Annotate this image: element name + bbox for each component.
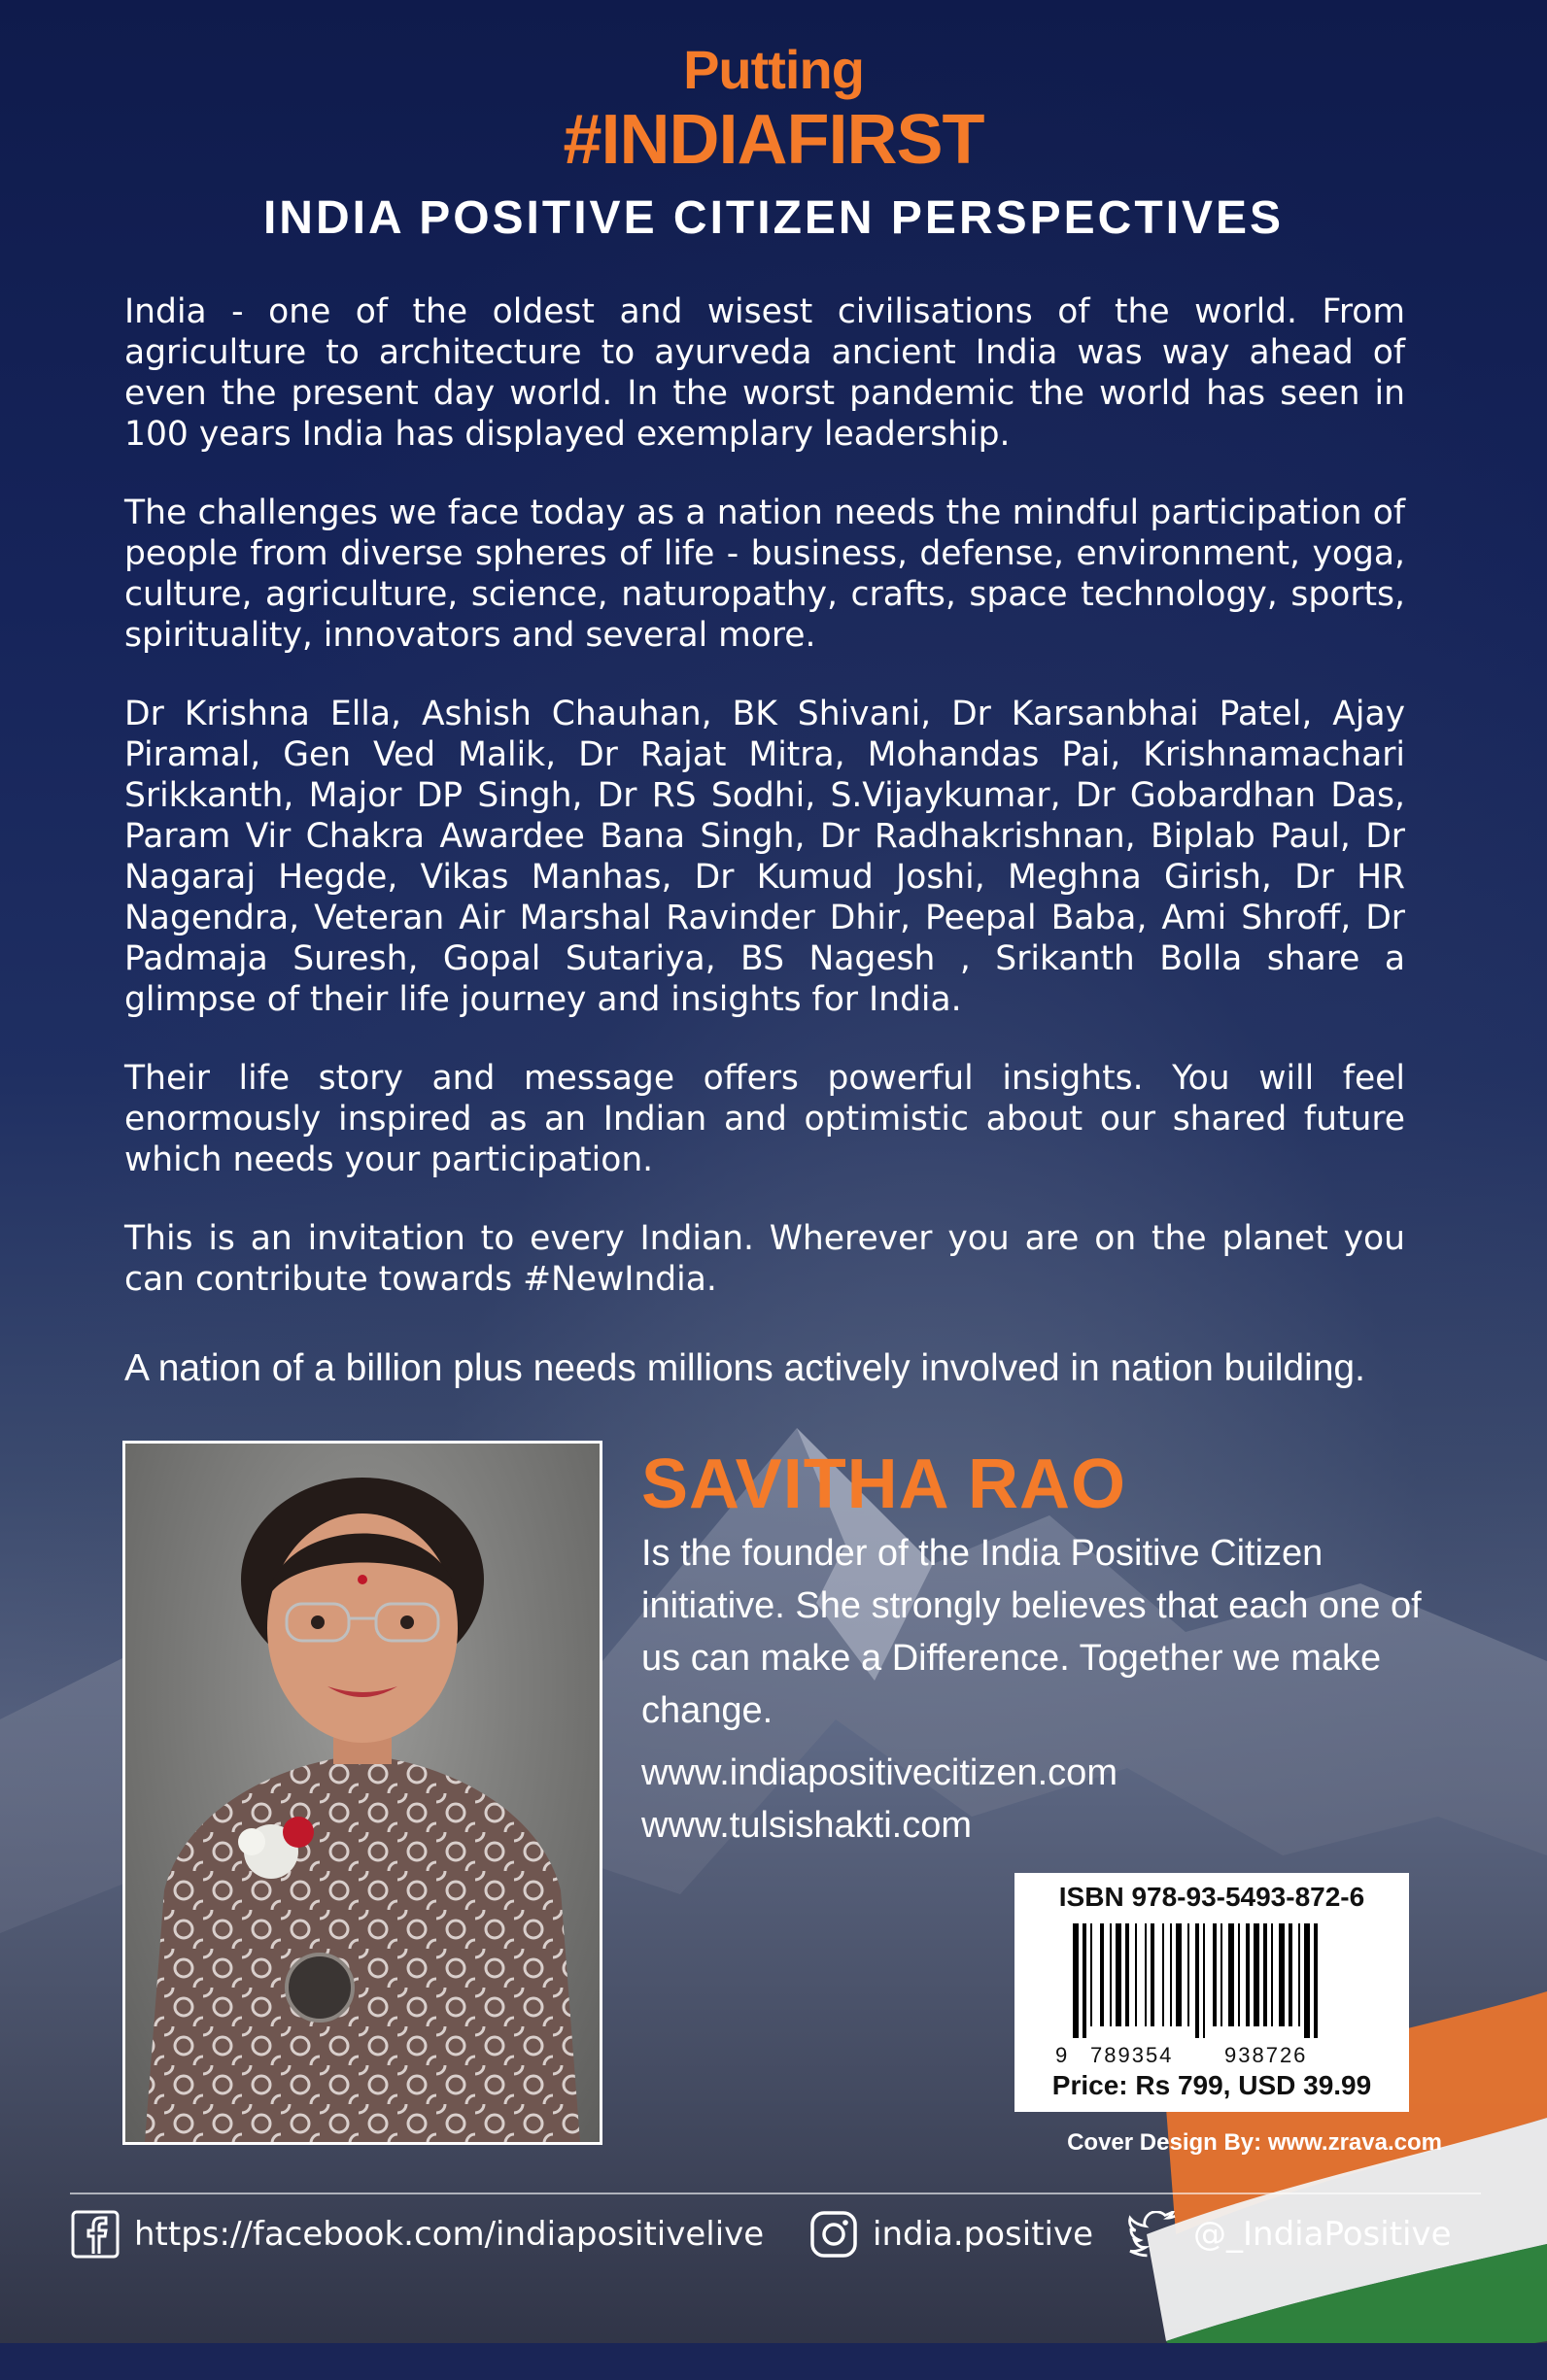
facebook-url: https://facebook.com/indiapositivelive: [134, 2215, 765, 2254]
description-paragraph-3: Dr Krishna Ella, Ashish Chauhan, BK Shivani, Dr Karsanbhai Patel, Ajay Piramal, Gen Ved Malik, Dr Rajat Mitra, Mohandas Pai, Krishnamachari Srikkanth, Major DP Singh, Dr RS Sodhi, S.Vijaykumar, Dr Gobardhan Das, Param Vir Chakra Awardee Bana Singh, Dr Radhakrishnan, Biplab Paul, Dr Nagaraj Hegde, Vikas Manhas, Dr Kumud Joshi, Meghna Girish, Dr HR Nagendra, Veteran Air Marshal Ravinder Dhir, Peepal Baba, Ami Shroff, Dr Padmaja Suresh, Gopal Sutariya, BS Nagesh , Srikanth Bolla share a glimpse of their life journey and insights for India.: [124, 695, 1405, 1019]
isbn-box: [1014, 1873, 1409, 2112]
barcode-bar: [1187, 1923, 1189, 2026]
barcode-bar: [1125, 1923, 1129, 2026]
barcode-bar: [1228, 1923, 1234, 2026]
website-link-1[interactable]: www.indiapositivecitizen.com: [641, 1752, 1117, 1793]
twitter-icon: [1127, 2211, 1180, 2258]
barcode-bar: [1254, 1923, 1259, 2026]
barcode-bar: [1220, 1923, 1222, 2026]
barcode-bar: [1298, 1923, 1300, 2026]
barcode-bar: [1263, 1923, 1267, 2026]
description-paragraph-4: Their life story and message offers powerful insights. You will feel enormously inspired as an Indian and optimistic about our shared future which needs your participation.: [124, 1059, 1405, 1179]
barcode-bar: [1145, 1923, 1147, 2026]
description-paragraph-1: India - one of the oldest and wisest civilisations of the world. From agriculture to architecture to ayurveda ancient India was way ahead of even the present day world. In the worst pandemic the world has seen in 100 years India has displayed exemplary leadership.: [124, 292, 1405, 454]
author-portrait: [125, 1444, 600, 2142]
footer-divider: [70, 2193, 1481, 2194]
barcode-bar: [1083, 1923, 1086, 2038]
barcode-bar: [1073, 1923, 1079, 2038]
barcode-bar: [1246, 1923, 1250, 2026]
barcode-bar: [1151, 1923, 1154, 2026]
barcode-bar: [1304, 1923, 1310, 2038]
closing-statement: A nation of a billion plus needs millions actively involved in nation building.: [124, 1347, 1365, 1389]
website-link-2[interactable]: www.tulsishakti.com: [641, 1805, 972, 1846]
instagram-handle: india.positive: [873, 2215, 1094, 2254]
isbn-label: ISBN 978-93-5493-872-6: [1058, 1882, 1365, 1912]
book-subtitle: INDIA POSITIVE CITIZEN PERSPECTIVES: [262, 192, 1285, 244]
barcode-bar: [1116, 1923, 1121, 2026]
barcode-bar: [1090, 1923, 1092, 2026]
barcode-bar: [1203, 1923, 1205, 2038]
heading-indiafirst: #INDIAFIRST: [563, 101, 984, 179]
barcode-digit-first: 9: [1055, 2043, 1068, 2067]
barcode-bar: [1170, 1923, 1172, 2026]
barcode-bar: [1162, 1923, 1164, 2026]
barcode-bar: [1238, 1923, 1240, 2026]
twitter-link[interactable]: [1127, 2207, 1452, 2261]
barcode-bar: [1135, 1923, 1137, 2026]
facebook-icon: [70, 2209, 120, 2260]
description-paragraph-2: The challenges we face today as a nation needs the mindful participation of people from diverse spheres of life - business, defense, environment, yoga, culture, agriculture, science, naturopathy, crafts, space technology, sports, spirituality, innovators and several more.: [124, 493, 1405, 655]
author-photo: [122, 1441, 602, 2145]
facebook-link[interactable]: [70, 2207, 764, 2261]
barcode-bar: [1213, 1923, 1217, 2026]
description: [124, 291, 1405, 1338]
author-name: SAVITHA RAO: [641, 1445, 1127, 1523]
price: Price: Rs 799, USD 39.99: [1051, 2070, 1372, 2100]
barcode-bar: [1289, 1923, 1292, 2026]
barcode-bar: [1110, 1923, 1112, 2026]
description-paragraph-5: This is an invitation to every Indian. Wherever you are on the planet you can contribute towards #NewIndia.: [124, 1219, 1405, 1299]
barcode-digits-right: 938726: [1224, 2043, 1308, 2067]
heading-putting: Putting: [683, 39, 864, 100]
barcode-digits-left: 789354: [1090, 2043, 1174, 2067]
barcode: [1051, 1921, 1372, 2067]
barcode-bar: [1195, 1923, 1199, 2038]
twitter-handle: @_IndiaPositive: [1193, 2215, 1452, 2254]
author-bio: Is the founder of the India Positive Citizen initiative. She strongly believes that each one of us can make a Difference. Together we make change.: [641, 1533, 1422, 1731]
barcode-bar: [1279, 1923, 1285, 2026]
barcode-bar: [1176, 1923, 1182, 2026]
bottom-strip: [0, 2343, 1547, 2380]
barcode-bar: [1314, 1923, 1318, 2038]
design-credit: Cover Design By: www.zrava.com: [1067, 2129, 1442, 2156]
instagram-icon: [808, 2209, 859, 2260]
barcode-bar: [1100, 1923, 1104, 2026]
barcode-bar: [1271, 1923, 1273, 2026]
instagram-link[interactable]: [808, 2207, 1093, 2261]
